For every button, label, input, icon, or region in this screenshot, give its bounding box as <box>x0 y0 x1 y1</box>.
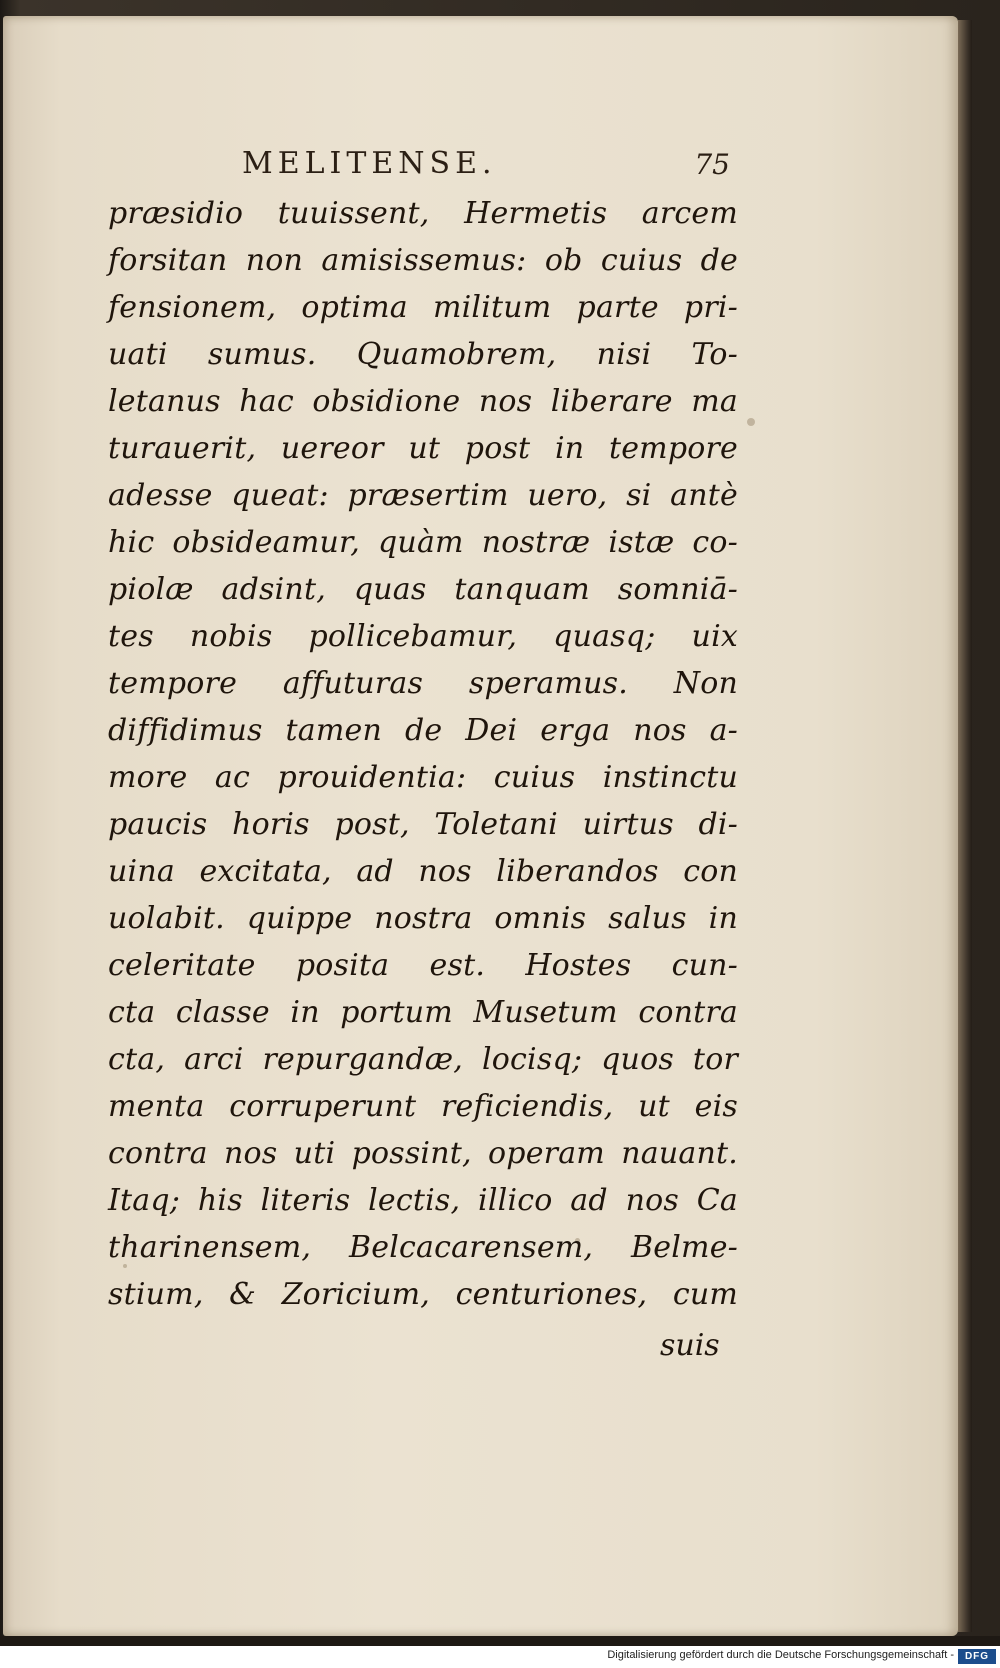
paper-stain <box>747 418 755 426</box>
text-line: præsidio tuuissent, Hermetis arcem <box>108 196 738 231</box>
text-line: forsitan non amisissemus: ob cuius de <box>108 243 738 278</box>
text-line: turauerit, uereor ut post in tempore <box>108 431 738 466</box>
page-number: 75 <box>694 148 730 181</box>
text-line: contra nos uti possint, operam nauant. <box>108 1136 738 1171</box>
text-line: stium, & Zoricium, centuriones, cum <box>108 1277 738 1312</box>
text-line: tempore affuturas speramus. Non <box>108 666 738 701</box>
running-head: MELITENSE. <box>242 146 497 181</box>
text-line: letanus hac obsidione nos liberare ma <box>108 384 738 419</box>
text-line: menta corruperunt reficiendis, ut eis <box>108 1089 738 1124</box>
book-bottom-edge <box>0 1636 1000 1646</box>
text-line: celeritate posita est. Hostes cun- <box>108 948 738 983</box>
text-line: Itaq; his literis lectis, illico ad nos Ca <box>108 1183 738 1218</box>
text-line: tharinensem, Belcacarensem, Belme- <box>108 1230 738 1265</box>
dfg-logo: DFG <box>958 1649 996 1664</box>
book-fore-edge <box>958 20 972 1632</box>
text-line: tes nobis pollicebamur, quasq; uix <box>108 619 738 654</box>
digitization-footer <box>0 1646 1000 1668</box>
page-header <box>110 146 730 190</box>
catchword: suis <box>660 1328 720 1363</box>
footer-credit: Digitalisierung gefördert durch die Deutsche Forschungsgemeinschaft - <box>607 1649 954 1661</box>
text-line: uolabit. quippe nostra omnis salus in <box>108 901 738 936</box>
text-line: paucis horis post, Toletani uirtus di- <box>108 807 738 842</box>
text-line: uati sumus. Quamobrem, nisi To- <box>108 337 738 372</box>
text-line: uina excitata, ad nos liberandos con <box>108 854 738 889</box>
text-line: fensionem, optima militum parte pri- <box>108 290 738 325</box>
text-line: diffidimus tamen de Dei erga nos a- <box>108 713 738 748</box>
text-line: hic obsideamur, quàm nostræ istæ co- <box>108 525 738 560</box>
text-line: piolæ adsint, quas tanquam somniā- <box>108 572 738 607</box>
text-line: cta classe in portum Musetum contra <box>108 995 738 1030</box>
body-text <box>108 190 738 1318</box>
text-line: more ac prouidentia: cuius instinctu <box>108 760 738 795</box>
text-line: adesse queat: præsertim uero, si antè <box>108 478 738 513</box>
text-line: cta, arci repurgandæ, locisq; quos tor <box>108 1042 738 1077</box>
